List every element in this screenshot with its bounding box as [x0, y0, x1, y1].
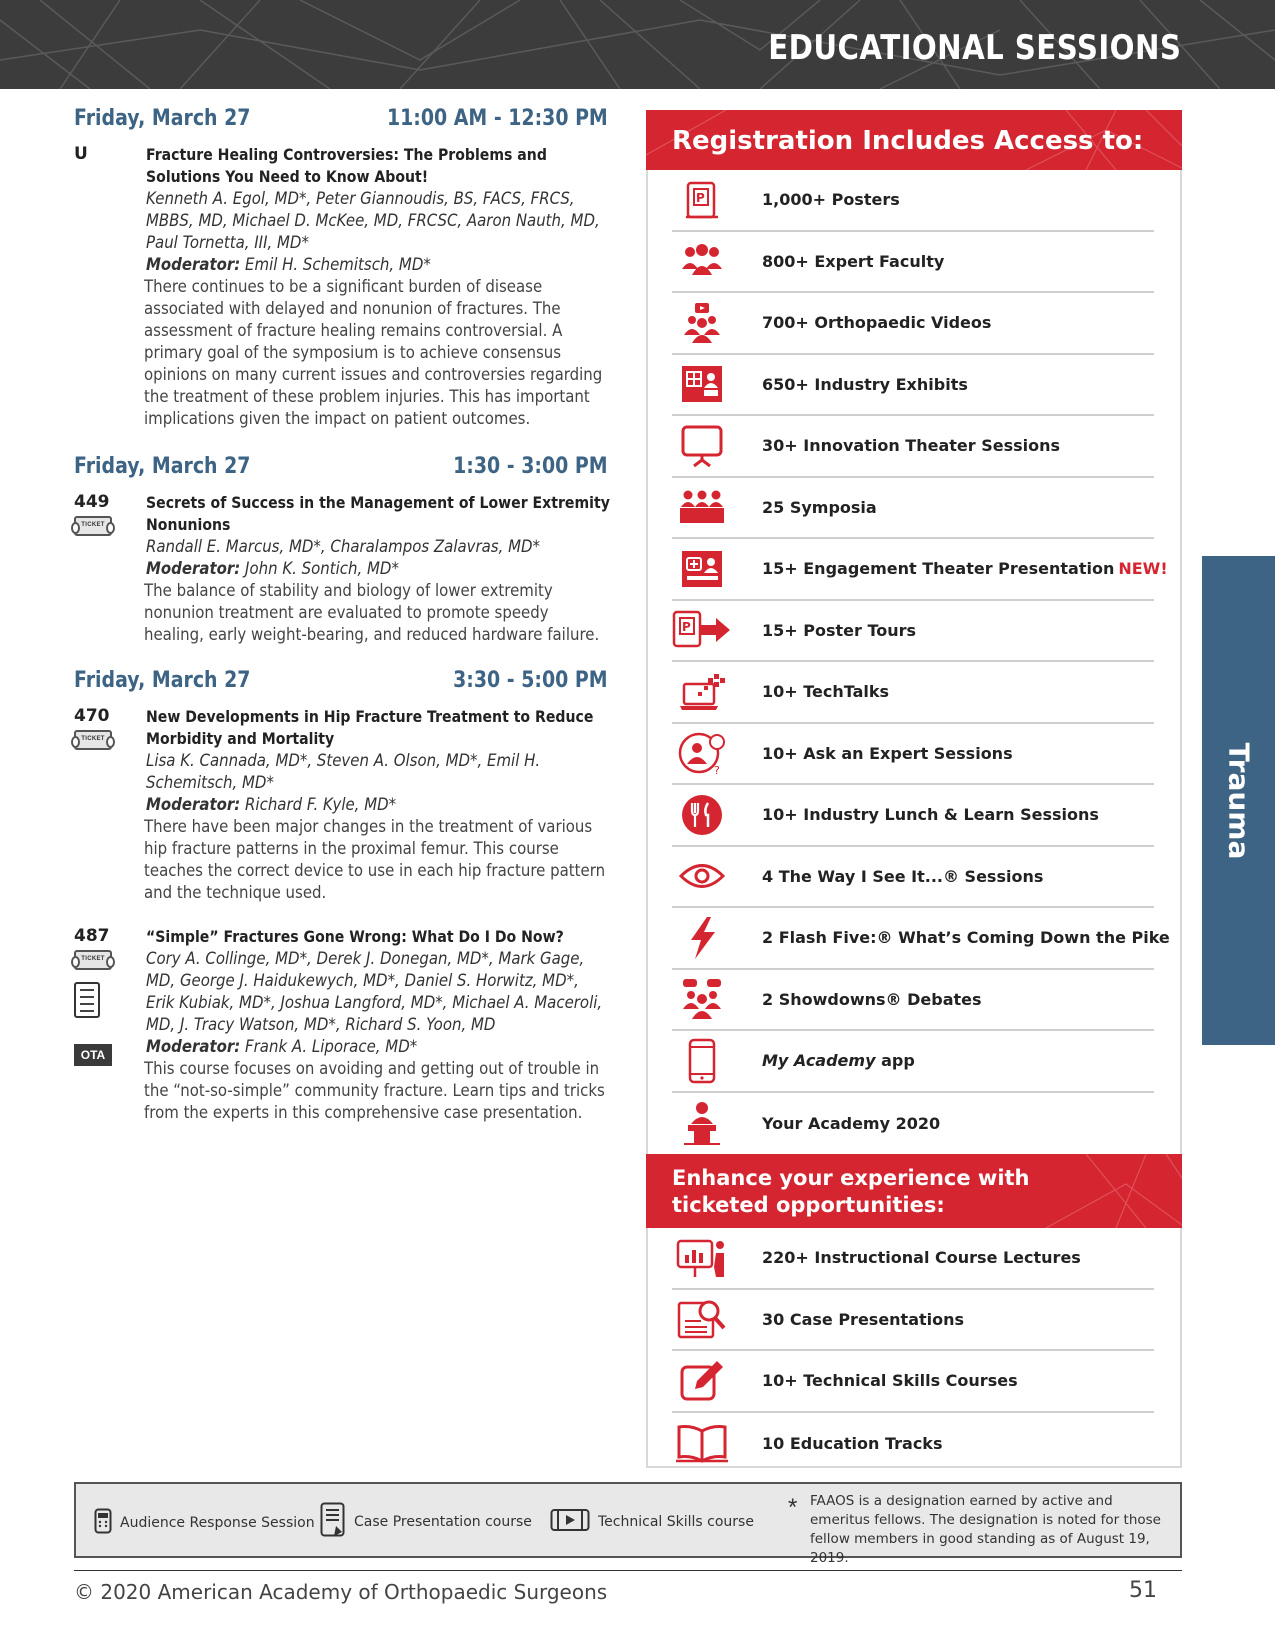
session-description: This course focuses on avoiding and getting out of trouble in the “not-so-simple” community fracture. Learn tips and tricks from the experts in this comprehensive case presentation. — [144, 1059, 605, 1123]
open-book-icon — [672, 1419, 732, 1467]
ticket-icon: TICKET — [74, 516, 112, 536]
slot-day: Friday, March 27 — [74, 668, 251, 693]
session-moderator — [146, 794, 611, 816]
ticketed-item-label: 10 Education Tracks — [762, 1433, 943, 1453]
included-item-label: 10+ Ask an Expert Sessions — [762, 743, 1013, 763]
ticketed-item — [672, 1290, 1154, 1352]
svg-text:P: P — [682, 620, 691, 635]
legend-case-presentation — [320, 1502, 532, 1542]
included-item — [672, 1093, 1154, 1155]
moderator-name: Richard F. Kyle, MD* — [245, 795, 397, 815]
legend-technical-skills — [550, 1508, 754, 1536]
included-item-label: 10+ Industry Lunch & Learn Sessions — [762, 805, 1099, 825]
included-item-label: 2 Flash Five:® What’s Coming Down the Pike — [762, 928, 1170, 948]
section-side-tab[interactable] — [1202, 556, 1275, 1045]
symposia-panel-icon — [672, 483, 732, 531]
film-strip-icon — [550, 1508, 590, 1536]
session-entry — [74, 144, 610, 430]
session-title: “Simple” Fractures Gone Wrong: What Do I Do Now? — [146, 927, 564, 946]
ticketed-item-label: 10+ Technical Skills Courses — [762, 1371, 1018, 1391]
ticketed-heading-text: Enhance your experience with ticketed opportunities: — [672, 1166, 1030, 1217]
included-item — [672, 170, 1154, 232]
ota-badge: OTA — [74, 1044, 112, 1066]
included-item-label: 30+ Innovation Theater Sessions — [762, 436, 1061, 456]
faaos-note: FAAOS is a designation earned by active and emeritus fellows. The designation is noted for those fellow members in good standing as of August 19, 2019. — [810, 1493, 1161, 1566]
included-item-label: 2 Showdowns® Debates — [762, 989, 982, 1009]
new-badge: NEW! — [1118, 559, 1168, 579]
included-item — [672, 662, 1154, 724]
case-presentation-icon — [74, 982, 100, 1018]
poster-icon — [672, 176, 732, 224]
included-items-list — [648, 170, 1180, 1154]
moderator-name: Emil H. Schemitsch, MD* — [245, 255, 431, 275]
moderator-label: Moderator: — [146, 559, 241, 579]
page-header — [0, 0, 1275, 89]
moderator-label: Moderator: — [146, 255, 241, 275]
included-item — [672, 908, 1170, 970]
session-code: 487 — [74, 926, 110, 946]
session-description: The balance of stability and biology of lower extremity nonunion treatment are evaluated to promote speedy healing, early weight-bearing, and reduced hardware failure. — [144, 581, 600, 645]
legend-technical-skills-label: Technical Skills course — [598, 1514, 754, 1530]
moderator-name: John K. Sontich, MD* — [245, 559, 399, 579]
session-faculty: Lisa K. Cannada, MD*, Steven A. Olson, MD*, Emil H. Schemitsch, MD* — [146, 751, 541, 793]
session-entry — [74, 926, 610, 1124]
slot-time: 3:30 - 5:00 PM — [453, 668, 608, 693]
footer-rule — [74, 1570, 1182, 1571]
slot-header — [74, 668, 610, 700]
included-item-label: 15+ Poster Tours — [762, 620, 917, 640]
video-audience-icon — [672, 299, 732, 347]
ticketed-items-list — [648, 1228, 1180, 1474]
slot-header — [74, 454, 610, 486]
engagement-theater-icon — [672, 545, 732, 593]
included-item — [672, 847, 1154, 909]
moderator-label: Moderator: — [146, 795, 241, 815]
included-item-label — [762, 559, 1168, 578]
included-item — [672, 785, 1154, 847]
included-item — [672, 416, 1154, 478]
icon-legend — [74, 1482, 1182, 1566]
debate-icon — [672, 975, 732, 1023]
included-item-label: 800+ Expert Faculty — [762, 251, 945, 271]
session-entry — [74, 492, 610, 646]
session-title: Fracture Healing Controversies: The Problems and Solutions You Need to Know About! — [146, 145, 547, 186]
session-faculty: Kenneth A. Egol, MD*, Peter Giannoudis, BS, FACS, FRCS, MBBS, MD, Michael D. McKee, MD, FRCSC, Aaron Nauth, MD, Paul Tornetta, III, MD* — [146, 189, 600, 253]
asterisk-marker: * — [788, 1494, 798, 1521]
included-item — [672, 1031, 1154, 1093]
session-title: New Developments in Hip Fracture Treatment to Reduce Morbidity and Mortality — [146, 707, 594, 748]
laptop-icon — [672, 668, 732, 716]
eye-icon — [672, 852, 732, 900]
included-item-label: Your Academy 2020 — [762, 1113, 941, 1133]
included-item — [672, 355, 1154, 417]
session-description: There have been major changes in the treatment of various hip fracture patterns in the proximal femur. This course teaches the correct device to use in each hip fracture pattern and the technique used. — [144, 817, 606, 903]
ticketed-item — [672, 1413, 1154, 1475]
exhibit-booth-icon — [672, 360, 732, 408]
session-title: Secrets of Success in the Management of Lower Extremity Nonunions — [146, 493, 610, 534]
included-item-label — [762, 1051, 915, 1070]
session-code: 449 — [74, 492, 110, 512]
slot-day: Friday, March 27 — [74, 106, 251, 131]
ticket-icon: TICKET — [74, 950, 112, 970]
included-item — [672, 601, 1154, 663]
moderator-name: Frank A. Liporace, MD* — [245, 1037, 418, 1057]
fork-knife-icon — [672, 791, 732, 839]
included-item — [672, 970, 1154, 1032]
included-item-label: 25 Symposia — [762, 497, 877, 517]
faculty-group-icon — [672, 237, 732, 285]
session-moderator — [146, 1036, 611, 1058]
ticketed-item-label: 220+ Instructional Course Lectures — [762, 1248, 1081, 1268]
slot-time: 11:00 AM - 12:30 PM — [387, 106, 608, 131]
included-item-label: 700+ Orthopaedic Videos — [762, 313, 992, 333]
session-code: 470 — [74, 706, 110, 726]
included-item-text: app — [875, 1051, 915, 1071]
case-magnifier-icon — [672, 1295, 732, 1343]
legend-audience-response-label: Audience Response Session — [120, 1515, 315, 1531]
session-moderator — [146, 254, 611, 276]
slot-header — [74, 106, 610, 138]
time-slot — [74, 454, 610, 646]
ticketed-item-label: 30 Case Presentations — [762, 1309, 965, 1329]
registration-heading — [646, 110, 1182, 170]
registration-heading-text: Registration Includes Access to: — [672, 126, 1144, 156]
side-tab-label: Trauma — [1222, 742, 1255, 859]
legend-case-presentation-label: Case Presentation course — [354, 1514, 532, 1530]
included-item — [672, 293, 1154, 355]
smartphone-icon — [672, 1037, 732, 1085]
legend-audience-response — [94, 1508, 315, 1538]
svg-text:?: ? — [714, 764, 720, 777]
presentation-board-icon — [672, 422, 732, 470]
included-item-label: 1,000+ Posters — [762, 190, 900, 210]
included-item-italic: My Academy — [762, 1051, 876, 1071]
registration-panel — [646, 110, 1182, 1468]
case-presentation-icon — [320, 1502, 346, 1542]
included-item-label: 4 The Way I See It...® Sessions — [762, 866, 1044, 886]
lecture-chart-icon — [672, 1234, 732, 1282]
moderator-label: Moderator: — [146, 1037, 241, 1057]
included-item-label: 10+ TechTalks — [762, 682, 890, 702]
included-item-text: 15+ Engagement Theater Presentation — [762, 559, 1115, 579]
page-title: EDUCATIONAL SESSIONS — [767, 28, 1181, 68]
svg-text:P: P — [696, 190, 705, 205]
time-slot — [74, 106, 610, 430]
time-slot — [74, 668, 610, 1124]
included-item — [672, 724, 1154, 786]
session-faculty: Cory A. Collinge, MD*, Derek J. Donegan, MD*, Mark Gage, MD, George J. Haidukewych, MD*, Daniel S. Horwitz, MD*, Erik Kubiak, MD*, Joshua Langford, MD*, Michael A. Maceroli, MD, J. Tracy Watson, MD*, Richard S. Yoon, MD — [146, 949, 603, 1035]
ask-expert-icon — [672, 729, 732, 777]
included-item — [672, 539, 1168, 601]
poster-tour-icon — [672, 606, 732, 654]
included-item — [672, 478, 1154, 540]
session-faculty: Randall E. Marcus, MD*, Charalampos Zalavras, MD* — [146, 537, 541, 557]
page-number: 51 — [1129, 1578, 1157, 1603]
lightning-icon — [672, 914, 732, 962]
session-moderator — [146, 558, 611, 580]
included-item-label: 650+ Industry Exhibits — [762, 374, 968, 394]
ticketed-heading — [646, 1154, 1182, 1228]
session-schedule — [74, 106, 610, 1124]
footer-copyright: © 2020 American Academy of Orthopaedic Surgeons — [74, 1580, 608, 1604]
session-description: There continues to be a significant burden of disease associated with delayed and nonunion of fractures. The assessment of fracture healing remains controversial. A primary goal of the symposium is to achieve consensus opinions on many current issues and controversies regarding the treatment of these problem injuries. This has important implications given the impact on patient outcomes. — [144, 277, 603, 429]
edit-pencil-icon — [672, 1357, 732, 1405]
ticketed-item — [672, 1228, 1154, 1290]
session-code: U — [74, 144, 88, 164]
ticketed-item — [672, 1351, 1154, 1413]
slot-time: 1:30 - 3:00 PM — [453, 454, 608, 479]
slot-day: Friday, March 27 — [74, 454, 251, 479]
included-item — [672, 232, 1154, 294]
audience-response-icon — [94, 1508, 112, 1538]
session-entry — [74, 706, 610, 904]
ticket-icon: TICKET — [74, 730, 112, 750]
speaker-podium-icon — [672, 1099, 732, 1147]
